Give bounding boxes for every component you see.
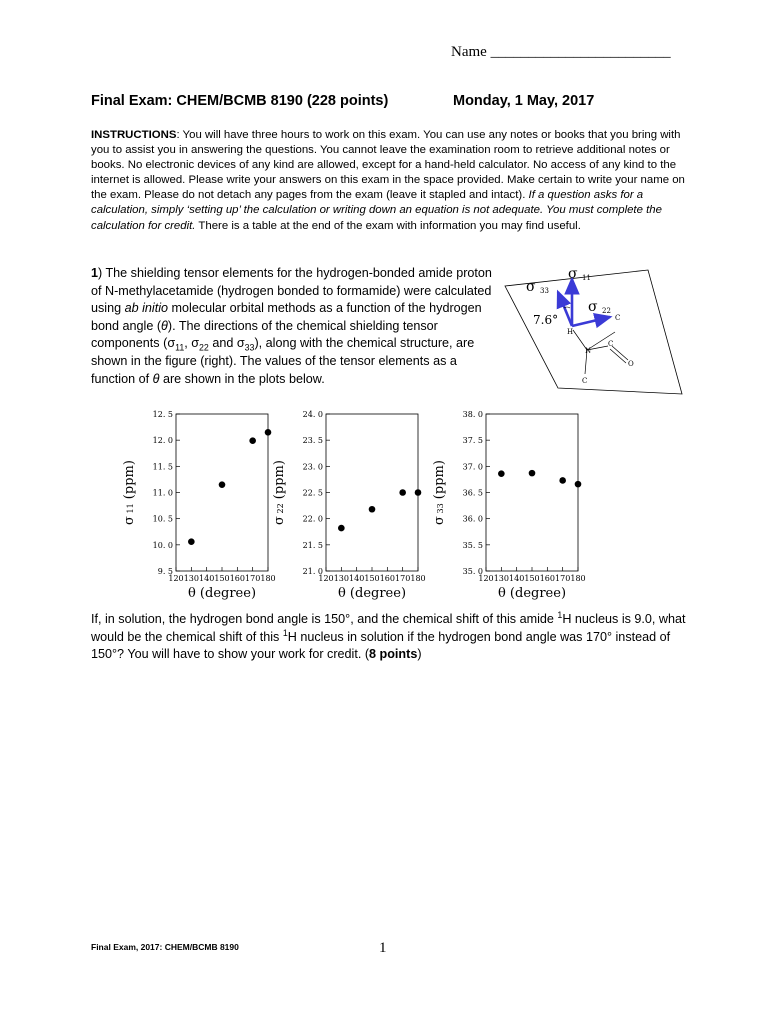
subscript: 22 bbox=[199, 342, 209, 353]
x-tick-label: 140 bbox=[509, 574, 525, 583]
y-tick-label: 22. 5 bbox=[302, 488, 323, 498]
data-point bbox=[529, 470, 536, 477]
y-axis-unit: (ppm) bbox=[432, 460, 447, 504]
points-value: 8 points bbox=[369, 647, 418, 662]
question-text: and bbox=[208, 336, 237, 351]
y-axis-unit: (ppm) bbox=[122, 460, 137, 504]
y-tick-label: 35. 0 bbox=[462, 567, 483, 576]
y-tick-label: 11. 0 bbox=[152, 488, 173, 498]
instructions-paragraph bbox=[91, 128, 687, 234]
y-axis-symbol: σ bbox=[122, 516, 137, 525]
sigma11-label: σ bbox=[568, 266, 578, 282]
x-tick-label: 130 bbox=[333, 574, 349, 583]
atom-h: H bbox=[567, 328, 574, 336]
y-tick-label: 23. 5 bbox=[302, 436, 323, 446]
data-point bbox=[219, 481, 226, 488]
data-point bbox=[399, 489, 406, 496]
instructions-text-end: There is a table at the end of the exam with information you may find useful. bbox=[195, 219, 581, 232]
x-tick-label: 170 bbox=[555, 574, 571, 583]
tensor-vs-angle-plots bbox=[100, 405, 620, 605]
y-axis-subscript: 33 bbox=[436, 503, 445, 517]
x-tick-label: 120 bbox=[168, 574, 184, 583]
x-tick-label: 170 bbox=[395, 574, 411, 583]
x-tick-label: 150 bbox=[214, 574, 230, 583]
x-tick-label: 140 bbox=[199, 574, 215, 583]
sigma-symbol: σ bbox=[191, 336, 200, 351]
y-tick-label: 37. 5 bbox=[462, 436, 483, 446]
x-tick-label: 120 bbox=[318, 574, 334, 583]
y-tick-label: 22. 0 bbox=[302, 514, 323, 524]
sigma11-subscript: 11 bbox=[582, 274, 591, 282]
x-tick-label: 180 bbox=[260, 574, 276, 583]
instructions-text: : You will have three hours to work on this exam. You can use any notes or books that you bring with you to assist you in answering the questions. You cannot leave the examination room to retrieve additional notes or books. No electronic devices of any kind are allowed, except for a hand-held calculator. No access of any kind to the internet is allowed. Please write your answers on this exam in the space provided. Make certain to write your name on the exam. Please do not detach any pages from the exam (leave it stapled and intact). bbox=[91, 129, 685, 202]
y-axis-subscript: 22 bbox=[276, 503, 285, 517]
x-tick-label: 150 bbox=[524, 574, 540, 583]
question-text: ) bbox=[417, 647, 422, 662]
y-tick-label: 36. 5 bbox=[462, 488, 483, 498]
sigma33-arrow bbox=[558, 292, 572, 326]
y-axis-label bbox=[432, 460, 447, 525]
exam-title: Final Exam: CHEM/BCMB 8190 (228 points) bbox=[91, 93, 389, 109]
sigma-symbol: σ bbox=[167, 336, 176, 351]
x-tick-label: 120 bbox=[478, 574, 494, 583]
data-point bbox=[188, 538, 195, 545]
question-italic: ab initio bbox=[124, 301, 169, 316]
atom-c-nmethyl: C bbox=[582, 377, 588, 385]
angle-value: 7.6° bbox=[533, 313, 559, 327]
data-point bbox=[575, 481, 582, 488]
y-axis-subscript: 11 bbox=[126, 503, 135, 517]
y-tick-label: 35. 5 bbox=[462, 540, 483, 550]
atom-c-methyl: C bbox=[615, 314, 621, 322]
x-tick-label: 140 bbox=[349, 574, 365, 583]
question-text: , bbox=[184, 336, 192, 351]
y-axis-symbol: σ bbox=[432, 516, 447, 525]
name-field-label: Name ________________________ bbox=[451, 44, 671, 60]
question-text: ). The directions of the chemical shielding tensor components ( bbox=[91, 318, 438, 351]
subscript: 33 bbox=[244, 342, 255, 353]
x-tick-label: 160 bbox=[229, 574, 245, 583]
page-number: 1 bbox=[379, 940, 387, 956]
plot-frame bbox=[486, 414, 578, 571]
x-tick-label: 180 bbox=[570, 574, 586, 583]
x-axis-label: θ (degree) bbox=[187, 586, 257, 601]
x-tick-label: 160 bbox=[379, 574, 395, 583]
theta-symbol: θ bbox=[161, 318, 168, 333]
x-tick-label: 150 bbox=[364, 574, 380, 583]
data-point bbox=[559, 477, 566, 484]
question-text: ), along with the chemical structure, are shown in the figure (right). The values of the tensor elements as a function of bbox=[91, 336, 475, 386]
exam-date: Monday, 1 May, 2017 bbox=[453, 93, 595, 109]
x-tick-label: 130 bbox=[183, 574, 199, 583]
question-text: molecular orbital methods as a function of the hydrogen bond angle ( bbox=[91, 301, 482, 333]
y-tick-label: 23. 0 bbox=[302, 462, 323, 472]
question-text: If, in solution, the hydrogen bond angle is 150°, and the chemical shift of this amide bbox=[91, 612, 558, 626]
shielding-tensor-structure-figure bbox=[500, 262, 685, 402]
y-tick-label: 10. 5 bbox=[152, 514, 173, 524]
x-tick-label: 130 bbox=[493, 574, 509, 583]
data-point bbox=[415, 489, 422, 496]
question-text: ) The shielding tensor elements for the hydrogen-bonded amide proton of N-methylacetamide (hydrogen bonded to formamide) were calculated using bbox=[91, 266, 492, 316]
question-1-prompt bbox=[91, 611, 691, 664]
y-tick-label: 21. 0 bbox=[302, 567, 323, 576]
y-axis-label bbox=[272, 460, 287, 525]
y-axis-symbol: σ bbox=[272, 516, 287, 525]
subscript: 11 bbox=[175, 342, 185, 353]
y-tick-label: 37. 0 bbox=[462, 462, 483, 472]
plot-frame bbox=[176, 414, 268, 571]
question-text: H nucleus in solution if the hydrogen bond angle was 170° instead of 150°? You will have to show your work for credit. ( bbox=[91, 629, 671, 662]
y-axis-label bbox=[122, 460, 137, 525]
data-point bbox=[249, 437, 256, 444]
y-axis-unit: (ppm) bbox=[272, 460, 287, 504]
x-tick-label: 160 bbox=[539, 574, 555, 583]
question-text: H nucleus is 9.0, what would be the chemical shift of this bbox=[91, 612, 686, 644]
data-point bbox=[265, 429, 272, 436]
atom-o: O bbox=[628, 360, 634, 368]
y-tick-label: 21. 5 bbox=[302, 540, 323, 550]
sigma33-subscript: 33 bbox=[540, 287, 549, 295]
data-point bbox=[338, 525, 345, 532]
instructions-emphasis: If a question asks for a calculation, simply ‘setting up’ the calculation or writing down an equation is not adequate. You must complete the calculation for credit. bbox=[91, 189, 662, 232]
y-tick-label: 11. 5 bbox=[152, 462, 173, 472]
x-axis-label: θ (degree) bbox=[337, 586, 407, 601]
x-axis-label: θ (degree) bbox=[497, 586, 567, 601]
data-point bbox=[369, 506, 376, 513]
superscript: 1 bbox=[282, 627, 288, 638]
sigma-symbol: σ bbox=[236, 336, 245, 351]
y-tick-label: 24. 0 bbox=[302, 410, 323, 419]
sigma33-label: σ bbox=[526, 279, 536, 295]
sigma22-arrow bbox=[572, 317, 610, 326]
question-text: are shown in the plots below. bbox=[159, 371, 325, 386]
y-tick-label: 12. 5 bbox=[152, 410, 173, 419]
y-tick-label: 12. 0 bbox=[152, 436, 173, 446]
atom-n: N bbox=[585, 347, 592, 355]
atom-c-carbonyl: C bbox=[608, 340, 614, 348]
y-tick-label: 10. 0 bbox=[152, 540, 173, 550]
question-1-text bbox=[91, 265, 493, 388]
footer-text: Final Exam, 2017: CHEM/BCMB 8190 bbox=[91, 942, 239, 952]
sigma22-label: σ bbox=[588, 299, 598, 315]
theta-symbol: θ bbox=[152, 371, 160, 386]
sigma22-subscript: 22 bbox=[602, 307, 611, 315]
x-tick-label: 180 bbox=[410, 574, 426, 583]
y-tick-label: 38. 0 bbox=[462, 410, 483, 419]
x-tick-label: 170 bbox=[245, 574, 261, 583]
question-number: 1 bbox=[91, 266, 99, 280]
instructions-label: INSTRUCTIONS bbox=[91, 129, 177, 141]
y-tick-label: 36. 0 bbox=[462, 514, 483, 524]
y-tick-label: 9. 5 bbox=[157, 567, 173, 576]
data-point bbox=[498, 470, 505, 477]
superscript: 1 bbox=[557, 609, 563, 620]
